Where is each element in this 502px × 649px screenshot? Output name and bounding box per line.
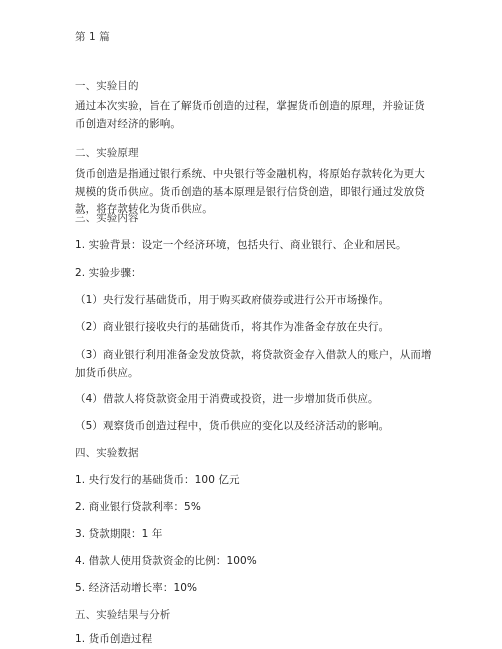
section-4-item: 5. 经济活动增长率：10% <box>75 582 198 594</box>
section-1-text: 通过本次实验，旨在了解货币创造的过程，掌握货币创造的原理，并验证货币创造对经济的影响。 <box>75 100 425 130</box>
section-3-heading: 三、实验内容 <box>75 212 139 224</box>
section-4-item: 1. 央行发行的基础货币：100 亿元 <box>75 474 240 486</box>
section-3-item: （3）商业银行利用准备金发放贷款，将贷款资金存入借款人的账户，从而增加货币供应。 <box>75 349 432 379</box>
section-5-heading: 五、实验结果与分析 <box>75 609 171 621</box>
section-3-item: （1）央行发行基础货币，用于购买政府债券或进行公开市场操作。 <box>75 294 390 306</box>
section-3-item: 1. 实验背景：设定一个经济环境，包括央行、商业银行、企业和居民。 <box>75 239 407 251</box>
section-2-heading: 二、实验原理 <box>75 147 139 159</box>
section-4-item: 4. 借款人使用贷款资金的比例：100% <box>75 555 257 567</box>
section-3-item: （5）观察货币创造过程中，货币供应的变化以及经济活动的影响。 <box>75 420 390 432</box>
section-4-heading: 四、实验数据 <box>75 447 139 459</box>
section-4-item: 3. 贷款期限：1 年 <box>75 528 163 540</box>
section-3-item: （4）借款人将贷款资金用于消费或投资，进一步增加货币供应。 <box>75 393 379 405</box>
section-3-item: 2. 实验步骤： <box>75 267 142 279</box>
section-5-item: 1. 货币创造过程 <box>75 633 153 645</box>
section-4-item: 2. 商业银行贷款利率：5% <box>75 501 201 513</box>
part-title: 第 1 篇 <box>75 31 110 43</box>
section-2-text: 货币创造是指通过银行系统、中央银行等金融机构，将原始存款转化为更大规模的货币供应。货币创造的基本原理是银行信贷创造，即银行通过发放贷款，将存款转化为货币供应。 <box>75 168 425 215</box>
section-3-item: （2）商业银行接收央行的基础货币，将其作为准备金存放在央行。 <box>75 321 390 333</box>
section-1-heading: 一、实验目的 <box>75 80 139 92</box>
